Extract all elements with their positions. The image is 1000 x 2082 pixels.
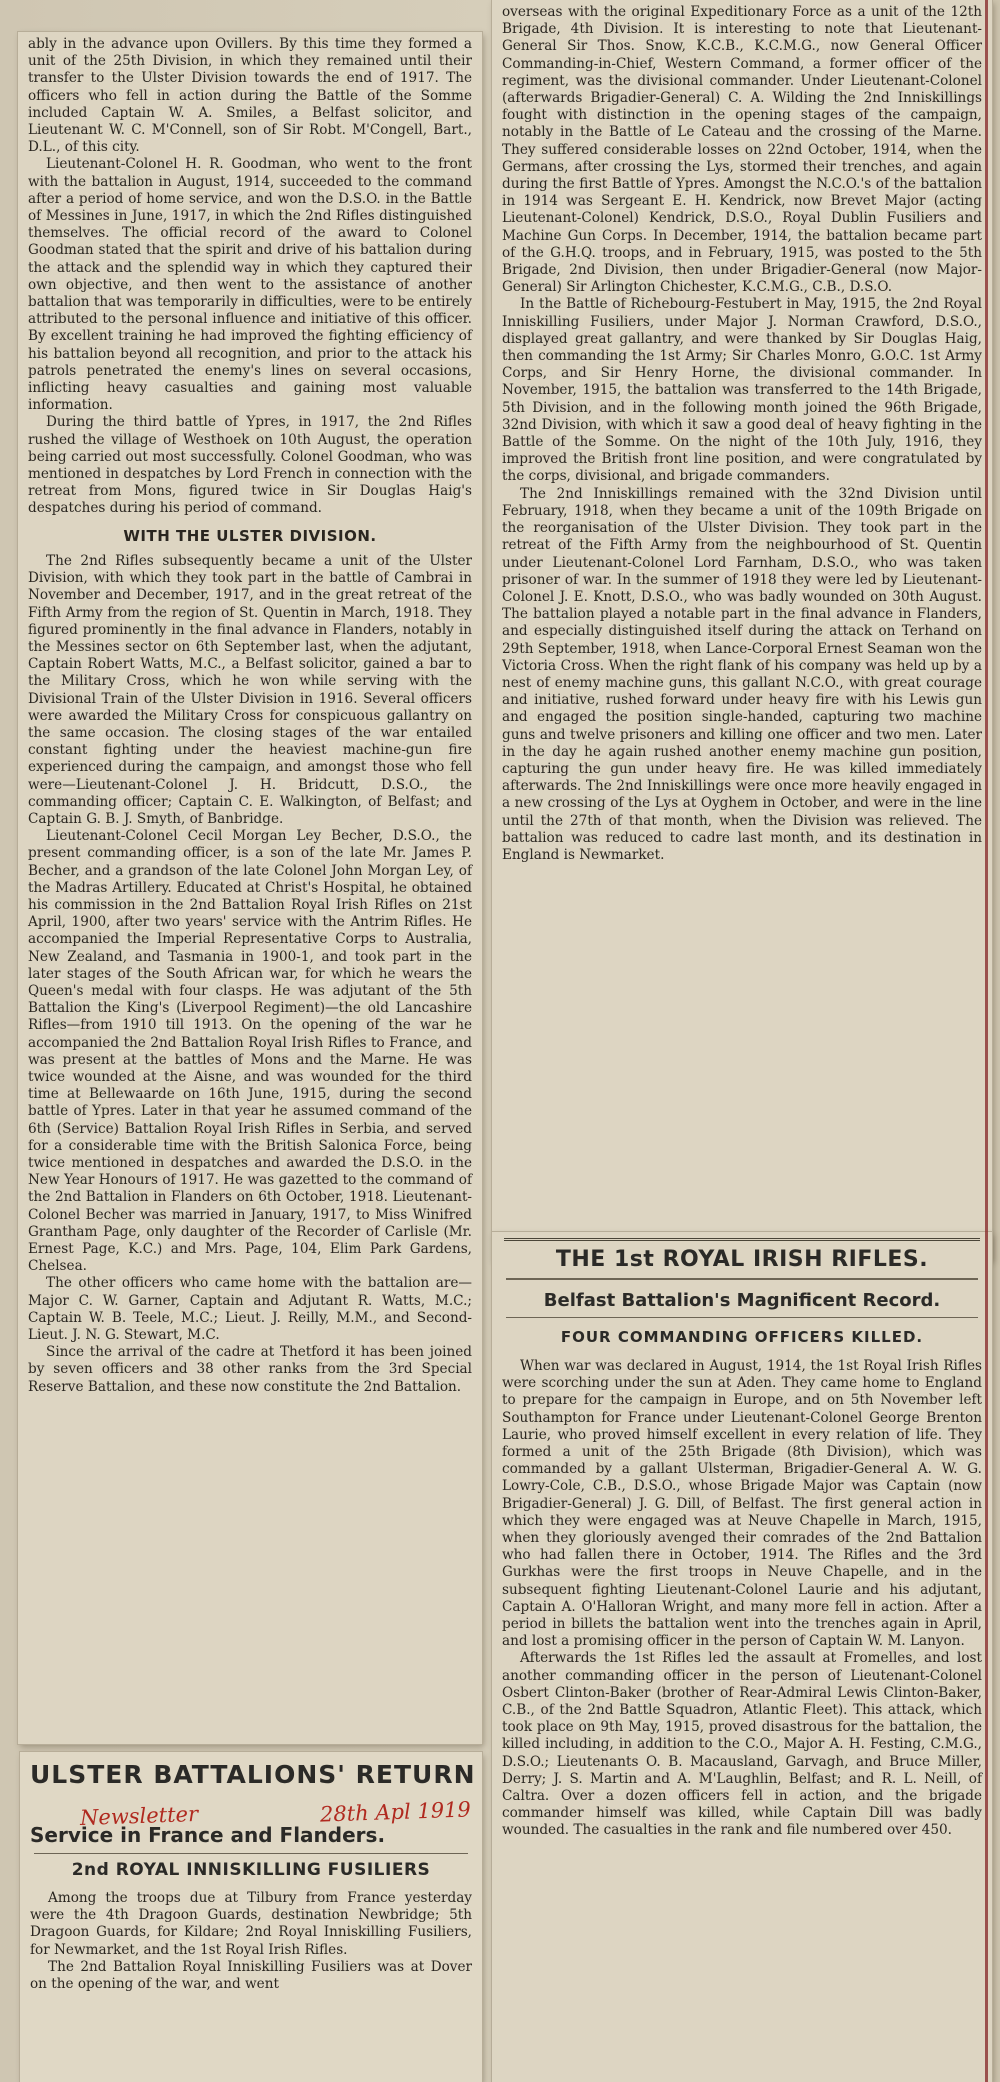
right-column-text: [492, 0, 992, 864]
paragraph: When war was declared in August, 1914, the 1st Royal Irish Rifles were scorching under the sun at Aden. They came home to England to prepare for the campaign in Europe, and on 5th November left Southampton for France under Lieutenant-Colonel George Brenton Laurie, who proved himself excellent in every relation of life. They formed a unit of the 25th Brigade (8th Division), which was commanded by a gallant Ulsterman, Brigadier-General A. W. G. Lowry-Cole, C.B., D.S.O., whose Brigade Major was Captain (now Brigadier-General) J. G. Dill, of Belfast. The first general action in which they were engaged was at Neuve Chapelle in March, 1915, when they gloriously avenged their comrades of the 2nd Battalion who had fallen there in October, 1914. The Rifles and the 3rd Gurkhas were the first troops in Neuve Chapelle, and in the subsequent fighting Lieutenant-Colonel Laurie and his adjutant, Captain A. O'Halloran Wright, and many more fell in action. After a period in billets the battalion went into the trenches again in April, and lost a promising officer in the person of Captain W. M. Lanyon.: [502, 1358, 982, 1650]
paragraph: Among the troops due at Tilbury from France yesterday were the 4th Dragoon Guards, destination Newbridge; 5th Dragoon Guards, for Kildare; 2nd Royal Inniskilling Fusiliers, for Newmarket, and the 1st Royal Irish Rifles.: [30, 1890, 472, 1958]
rifles-article-text: [492, 1354, 992, 1840]
handwritten-source-annotation: Newsletter: [79, 1801, 199, 1831]
page-margin-line: [985, 0, 988, 2082]
paragraph: The other officers who came home with the battalion are—Major C. W. Garner, Captain and Adjutant R. Watts, M.C.; Captain W. B. Teele, M.C.; Lieut. J. Reilly, M.M., and Second-Lieut. J. N. G. Stewart, M.C.: [28, 1275, 472, 1344]
handwritten-date-annotation: 28th Apl 1919: [319, 1797, 472, 1827]
kicker-four-commanding-officers-killed: FOUR COMMANDING OFFICERS KILLED.: [560, 1328, 924, 1346]
paragraph: ably in the advance upon Ovillers. By this time they formed a unit of the 25th Division, in which they remained until their transfer to the Ulster Division towards the end of 1917. The officers who fell in action during the Battle of the Somme included Captain W. A. Smiles, a Belfast solicitor, and Lieutenant W. C. M'Connell, son of Sir Robt. M'Congell, Bart., D.L., of this city.: [28, 36, 472, 156]
divider: [506, 1278, 978, 1280]
paragraph: The 2nd Inniskillings remained with the 32nd Division until February, 1918, when they became a unit of the 109th Brigade on the reorganisation of the Ulster Division. They took part in the retreat of the Fifth Army from the neighbourhood of St. Quentin under Lieutenant-Colonel Lord Farnham, D.S.O., who was taken prisoner of war. In the summer of 1918 they were led by Lieutenant-Colonel J. E. Knott, D.S.O., who was badly wounded on 30th August. The battalion played a notable part in the final advance in Flanders, and especially distinguished itself during the attack on Terhand on 29th September, 1918, when Lance-Corporal Ernest Seaman won the Victoria Cross. When the right flank of his company was held up by a nest of enemy machine guns, this gallant N.C.O., with great courage and initiative, rushed forward under heavy fire with his Lewis gun and engaged the position single-handed, capturing two machine guns and twelve prisoners and killing one officer and two men. Later in the day he again rushed another enemy machine gun position, capturing the gun under heavy fire. He was killed immediately afterwards. The 2nd Inniskillings were once more heavily engaged in a new crossing of the Lys at Oyghem in October, and were in the line until the 27th of that month, when the Division was relieved. The battalion was reduced to cadre last month, and its destination in England is Newmarket.: [502, 485, 982, 863]
paragraph: Since the arrival of the cadre at Thetford it has been joined by seven officers and 38 other ranks from the 3rd Special Reserve Battalion, and these now constitute the 2nd Battalion.: [28, 1344, 472, 1395]
paragraph: Lieutenant-Colonel Cecil Morgan Ley Becher, D.S.O., the present commanding officer, is a son of the late Mr. James P. Becher, and a grandson of the late Colonel John Morgan Ley, of the Madras Artillery. Educated at Christ's Hospital, he obtained his commission in the 2nd Battalion Royal Irish Rifles on 21st April, 1900, after two years' service with the Antrim Rifles. He accompanied the Imperial Representative Corps to Australia, New Zealand, and Tasmania in 1900-1, and took part in the later stages of the South African war, for which he wears the Queen's medal with four clasps. He was adjutant of the 5th Battalion the King's (Liverpool Regiment)—the old Lancashire Rifles—from 1910 till 1913. On the opening of the war he accompanied the 2nd Battalion Royal Irish Rifles to France, and was present at the battles of Mons and the Marne. He was twice wounded at the Aisne, and was wounded for the third time at Bellewaarde on 16th June, 1915, during the second battle of Ypres. Later in that year he assumed command of the 6th (Service) Battalion Royal Irish Rifles in Serbia, and served for a considerable time with the British Salonica Force, being twice mentioned in despatches and awarded the D.S.O. in the New Year Honours of 1917. He was gazetted to the command of the 2nd Battalion in Flanders on 6th October, 1918. Lieutenant-Colonel Becher was married in January, 1917, to Miss Winifred Grantham Page, only daughter of the Recorder of Carlisle (Mr. Ernest Page, K.C.) and Mrs. Page, 104, Elim Park Gardens, Chelsea.: [28, 828, 472, 1275]
clipping-1st-royal-irish-rifles: [492, 1232, 992, 2082]
paragraph: The 2nd Rifles subsequently became a unit of the Ulster Division, with which they took part in the battle of Cambrai in November and December, 1917, and in the great retreat of the Fifth Army from the region of St. Quentin in March, 1918. They figured prominently in the final advance in Flanders, notably in the Messines sector on 6th September last, when the adjutant, Captain Robert Watts, M.C., a Belfast solicitor, gained a bar to the Military Cross, which he won while serving with the Divisional Train of the Ulster Division in 1916. Several officers were awarded the Military Cross for conspicuous gallantry on the same occasion. The closing stages of the war entailed constant fighting under the heaviest machine-gun fire experienced during the campaign, and amongst those who fell were—Lieutenant-Colonel J. H. Bridcutt, D.S.O., the commanding officer; Captain C. E. Walkington, of Belfast; and Captain G. B. J. Smyth, of Banbridge.: [28, 552, 472, 827]
clipping-2nd-rifles: [18, 32, 482, 1744]
paragraph: The 2nd Battalion Royal Inniskilling Fusiliers was at Dover on the opening of the war, and went: [30, 1958, 472, 1993]
headline-rule: [504, 1238, 980, 1241]
divider: [34, 1853, 468, 1854]
paragraph: Afterwards the 1st Rifles led the assault at Fromelles, and lost another commanding officer in the person of Lieutenant-Colonel Osbert Clinton-Baker (brother of Rear-Admiral Lewis Clinton-Baker, C.B., of the 2nd Battle Squadron, Atlantic Fleet). This attack, which took place on 9th May, 1915, proved disastrous for the battalion, the killed including, in addition to the C.O., Major A. H. Festing, C.M.G., D.S.O.; Lieutenants O. B. Macausland, Garvagh, and Bruce Miller, Derry; J. S. Martin and A. M'Laughlin, Belfast; and R. L. Neill, of Caltra. Over a dozen officers fell in action, and the brigade commander himself was killed, while Captain Dill was badly wounded. The casualties in the rank and file numbered over 450.: [502, 1650, 982, 1839]
section-heading-ulster-division: WITH THE ULSTER DIVISION.: [123, 526, 377, 545]
clipping-ulster-battalions-return: [20, 1752, 482, 2082]
paragraph: Lieutenant-Colonel H. R. Goodman, who went to the front with the battalion in August, 1914, succeeded to the command after a period of home service, and won the D.S.O. in the Battle of Messines in June, 1917, in which the 2nd Rifles distinguished themselves. The official record of the award to Colonel Goodman stated that the spirit and drive of his battalion during the attack and the splendid way in which they captured their own objective, and then went to the assistance of another battalion that was temporarily in difficulties, were to be entirely attributed to the personal influence and initiative of this officer. By excellent training he had improved the fighting efficiency of his battalion beyond all recognition, and prior to the attack his patrols penetrated the enemy's lines on several occasions, inflicting heavy casualties and gaining most valuable information.: [28, 156, 472, 414]
subheadline-magnificent-record: Belfast Battalion's Magnificent Record.: [543, 1290, 941, 1311]
divider: [506, 1317, 978, 1318]
headline-1st-royal-irish-rifles: THE 1st ROYAL IRISH RIFLES.: [555, 1247, 929, 1272]
paragraph: During the third battle of Ypres, in 1917, the 2nd Rifles rushed the village of Westhoek on 10th August, the operation being carried out most successfully. Colonel Goodman, who was mentioned in despatches by Lord French in connection with the retreat from Mons, figured twice in Sir Douglas Haig's despatches during his period of command.: [28, 414, 472, 517]
clipping-2nd-inniskillings-continued: [492, 0, 992, 1260]
left-column-text: [18, 32, 482, 1396]
paragraph: In the Battle of Richebourg-Festubert in May, 1915, the 2nd Royal Inniskilling Fusiliers, under Major J. Norman Crawford, D.S.O., displayed great gallantry, and were thanked by Sir Douglas Haig, then commanding the 1st Army; Sir Charles Monro, G.O.C. 1st Army Corps, and Sir Henry Horne, the divisional commander. In November, 1915, the battalion was transferred to the 14th Brigade, 5th Division, and in the following month joined the 96th Brigade, 32nd Division, with which it saw a good deal of heavy fighting in the Battle of the Somme. On the night of the 10th July, 1916, they improved the British front line position, and were congratulated by the corps, divisional, and brigade commanders.: [502, 296, 982, 485]
headline-ulster-battalions-return: ULSTER BATTALIONS' RETURN: [30, 1760, 476, 1789]
subheadline-service-france-flanders: Service in France and Flanders.: [30, 1823, 386, 1847]
paragraph: overseas with the original Expeditionary Force as a unit of the 12th Brigade, 4th Division. It is interesting to note that Lieutenant-General Sir Thos. Snow, K.C.B., K.C.M.G., now General Officer Commanding-in-Chief, Western Command, a former officer of the regiment, was the divisional commander. Under Lieutenant-Colonel (afterwards Brigadier-General) C. A. Wilding the 2nd Inniskillings fought with distinction in the opening stages of the campaign, notably in the Battle of Le Cateau and the crossing of the Marne. They suffered considerable losses on 22nd October, 1914, when the Germans, after crossing the Lys, stormed their trenches, and again during the first Battle of Ypres. Amongst the N.C.O.'s of the battalion in 1914 was Sergeant E. H. Kendrick, now Brevet Major (acting Lieutenant-Colonel) Kendrick, D.S.O., Royal Dublin Fusiliers and Machine Gun Corps. In December, 1914, the battalion became part of the G.H.Q. troops, and in February, 1915, was posted to the 5th Brigade, 2nd Division, then under Brigadier-General (now Major-General) Sir Arlington Chichester, K.C.M.G., C.B., D.S.O.: [502, 4, 982, 296]
return-article-text: [20, 1886, 482, 1993]
section-heading-2nd-royal-inniskilling-fusiliers: 2nd ROYAL INNISKILLING FUSILIERS: [71, 1860, 431, 1880]
